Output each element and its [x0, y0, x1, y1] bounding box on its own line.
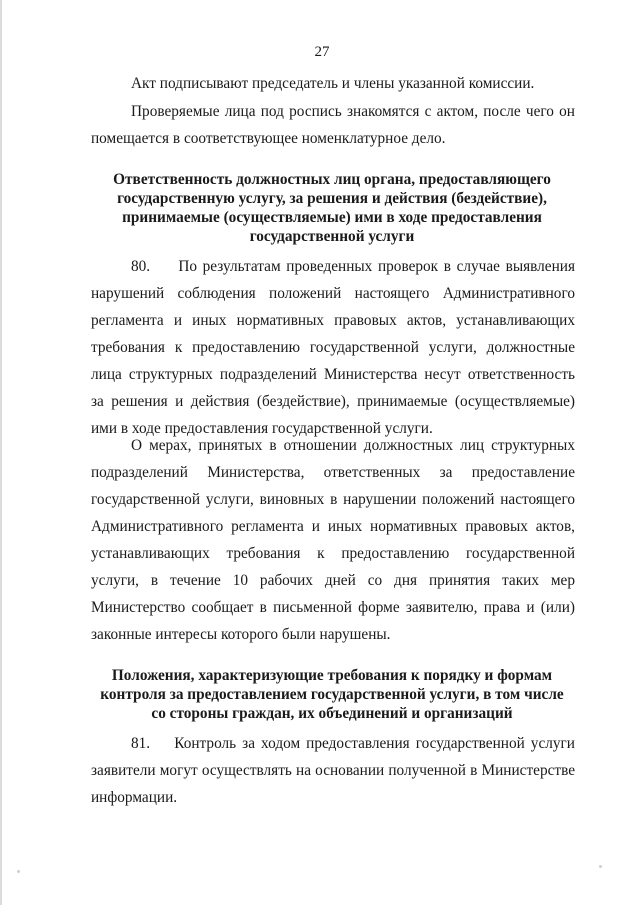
- section-heading-responsibility: Ответственность должностных лиц органа, предоставляющего государственную услугу, за решения и действия (бездействие), принимаемые (осуществляемые) ими в ходе предоставления государственной услуги: [113, 171, 551, 245]
- paragraph-80: 80. По результатам проведенных проверок в случае выявления нарушений соблюдения положений настоящего Административного регламента и иных нормативных правовых актов, устанавливающих требования к предоставлению государственной услуги, должностные лица структурных подразделений Министерства несут ответственность за решения и действия (бездействие), принимаемые (осуществляемые) ими в ходе предоставления государственной услуги.: [91, 258, 575, 437]
- paragraph-81: 81. Контроль за ходом предоставления государственной услуги заявители могут осуществлять на основании полученной в Министерстве информации.: [91, 735, 575, 806]
- paragraph-measures: О мерах, принятых в отношении должностных лиц структурных подразделений Министерства, ответственных за предоставление государственной услуги, виновных в нарушении положений настоящего Административного регламента и иных нормативных правовых актов, устанавливающих требования к предоставлению государственной услуги, в течение 10 рабочих дней со дня принятия таких мер Министерство сообщает в письменной форме заявителю, права и (или) законные интересы которого были нарушены.: [91, 437, 575, 643]
- page-number: 27: [314, 44, 330, 60]
- paragraph-act-signed: Акт подписывают председатель и члены указанной комиссии.: [131, 75, 535, 92]
- scan-speck: [17, 870, 20, 873]
- paragraph-act-familiarize: Проверяемые лица под роспись знакомятся с актом, после чего он помещается в соответствующее номенклатурное дело.: [91, 103, 575, 147]
- scan-speck: [599, 865, 602, 868]
- section-heading-control-requirements: Положения, характеризующие требования к порядку и формам контроля за предоставлением государственной услуги, в том числе со стороны граждан, их объединений и организаций: [100, 667, 564, 722]
